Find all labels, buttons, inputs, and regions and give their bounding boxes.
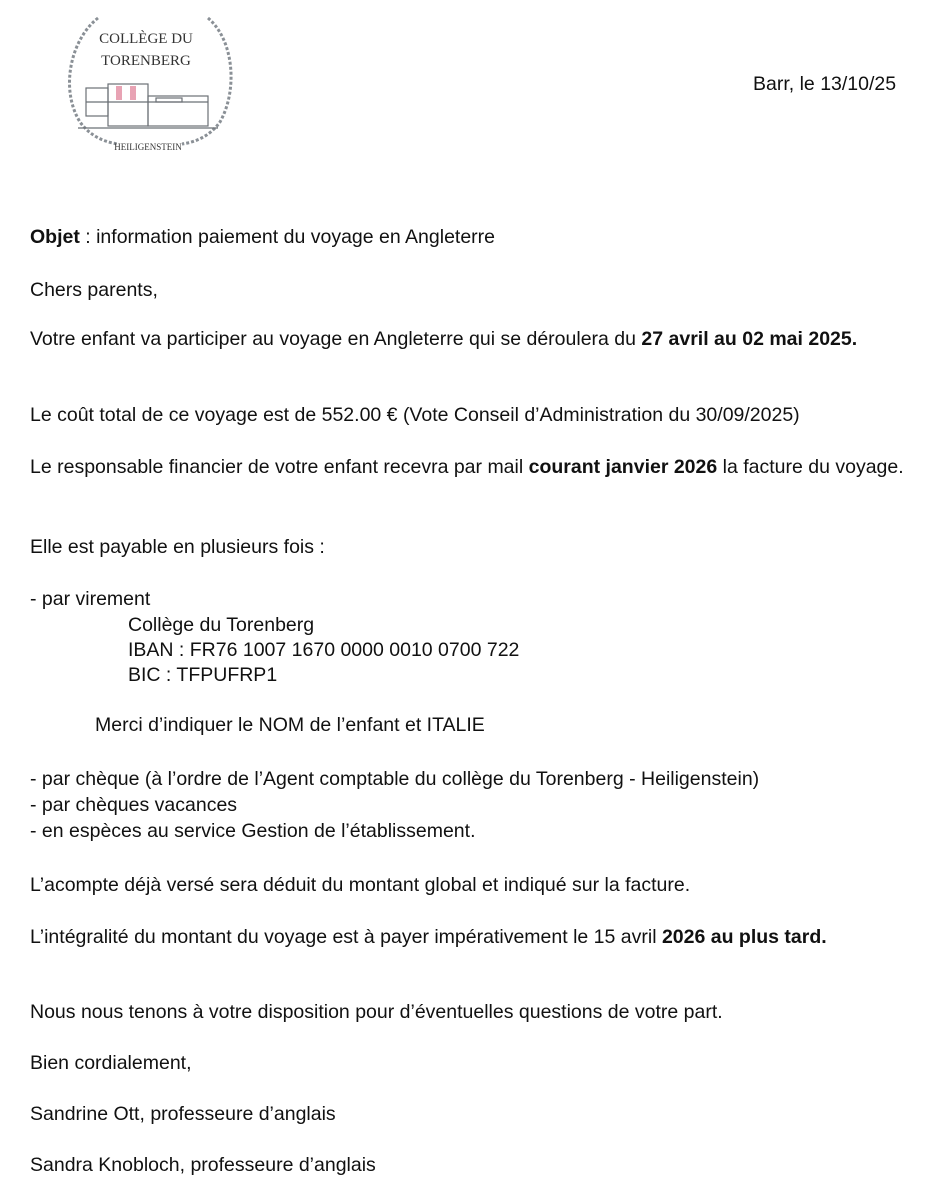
paragraph-cost: Le coût total de ce voyage est de 552.00 € (Vote Conseil d’Administration du 30/09/2025) xyxy=(30,404,800,426)
paragraph-deposit: L’acompte déjà versé sera déduit du montant global et indiqué sur la facture. xyxy=(30,874,691,896)
payment-holiday-vouchers: - par chèques vacances xyxy=(30,794,238,816)
invoice-period: courant janvier 2026 xyxy=(528,456,718,478)
invoice-text-a: Le responsable financier de votre enfant recevra par mail xyxy=(30,456,529,478)
payment-intro: Elle est payable en plusieurs fois : xyxy=(30,536,325,558)
logo-line1: COLLÈGE DU xyxy=(99,31,193,47)
transfer-reference-note: Merci d’indiquer le NOM de l’enfant et ITALIE xyxy=(95,714,485,736)
paragraph-trip-dates xyxy=(30,326,920,352)
paragraph-deadline xyxy=(30,924,920,950)
payment-transfer: - par virement xyxy=(30,588,151,610)
paragraph-questions: Nous nous tenons à votre disposition pour d’éventuelles questions de votre part. xyxy=(30,1001,723,1023)
logo-bottom: HEILIGENSTEIN xyxy=(114,142,182,152)
subject-label: Objet xyxy=(30,226,80,248)
bank-name: Collège du Torenberg xyxy=(128,614,315,636)
logo-line2: TORENBERG xyxy=(101,53,191,69)
bank-bic: BIC : TFPUFRP1 xyxy=(128,664,278,686)
invoice-text-c: la facture du voyage. xyxy=(717,456,904,478)
signature-ott: Sandrine Ott, professeure d’anglais xyxy=(30,1103,336,1125)
deadline-text: L’intégralité du montant du voyage est à payer impérativement le 15 avril xyxy=(30,926,662,948)
bank-iban: IBAN : FR76 1007 1670 0000 0010 0700 722 xyxy=(128,639,520,661)
college-logo-emblem xyxy=(58,10,236,158)
trip-dates-text: Votre enfant va participer au voyage en Angleterre qui se déroulera du xyxy=(30,328,642,350)
subject-text: : information paiement du voyage en Angleterre xyxy=(79,226,496,248)
payment-cheque: - par chèque (à l’ordre de l’Agent comptable du collège du Torenberg - Heiligenstein) xyxy=(30,768,760,790)
signature-knobloch: Sandra Knobloch, professeure d’anglais xyxy=(30,1154,376,1176)
deadline-emphasis: 2026 au plus tard. xyxy=(661,926,827,948)
paragraph-invoice xyxy=(30,454,920,480)
subject-line xyxy=(30,226,495,249)
college-logo xyxy=(58,10,236,158)
trip-dates: 27 avril au 02 mai 2025. xyxy=(641,328,858,350)
letter-date: Barr, le 13/10/25 xyxy=(753,73,897,95)
closing: Bien cordialement, xyxy=(30,1052,192,1074)
salutation: Chers parents, xyxy=(30,279,158,301)
payment-cash: - en espèces au service Gestion de l’établissement. xyxy=(30,820,476,842)
